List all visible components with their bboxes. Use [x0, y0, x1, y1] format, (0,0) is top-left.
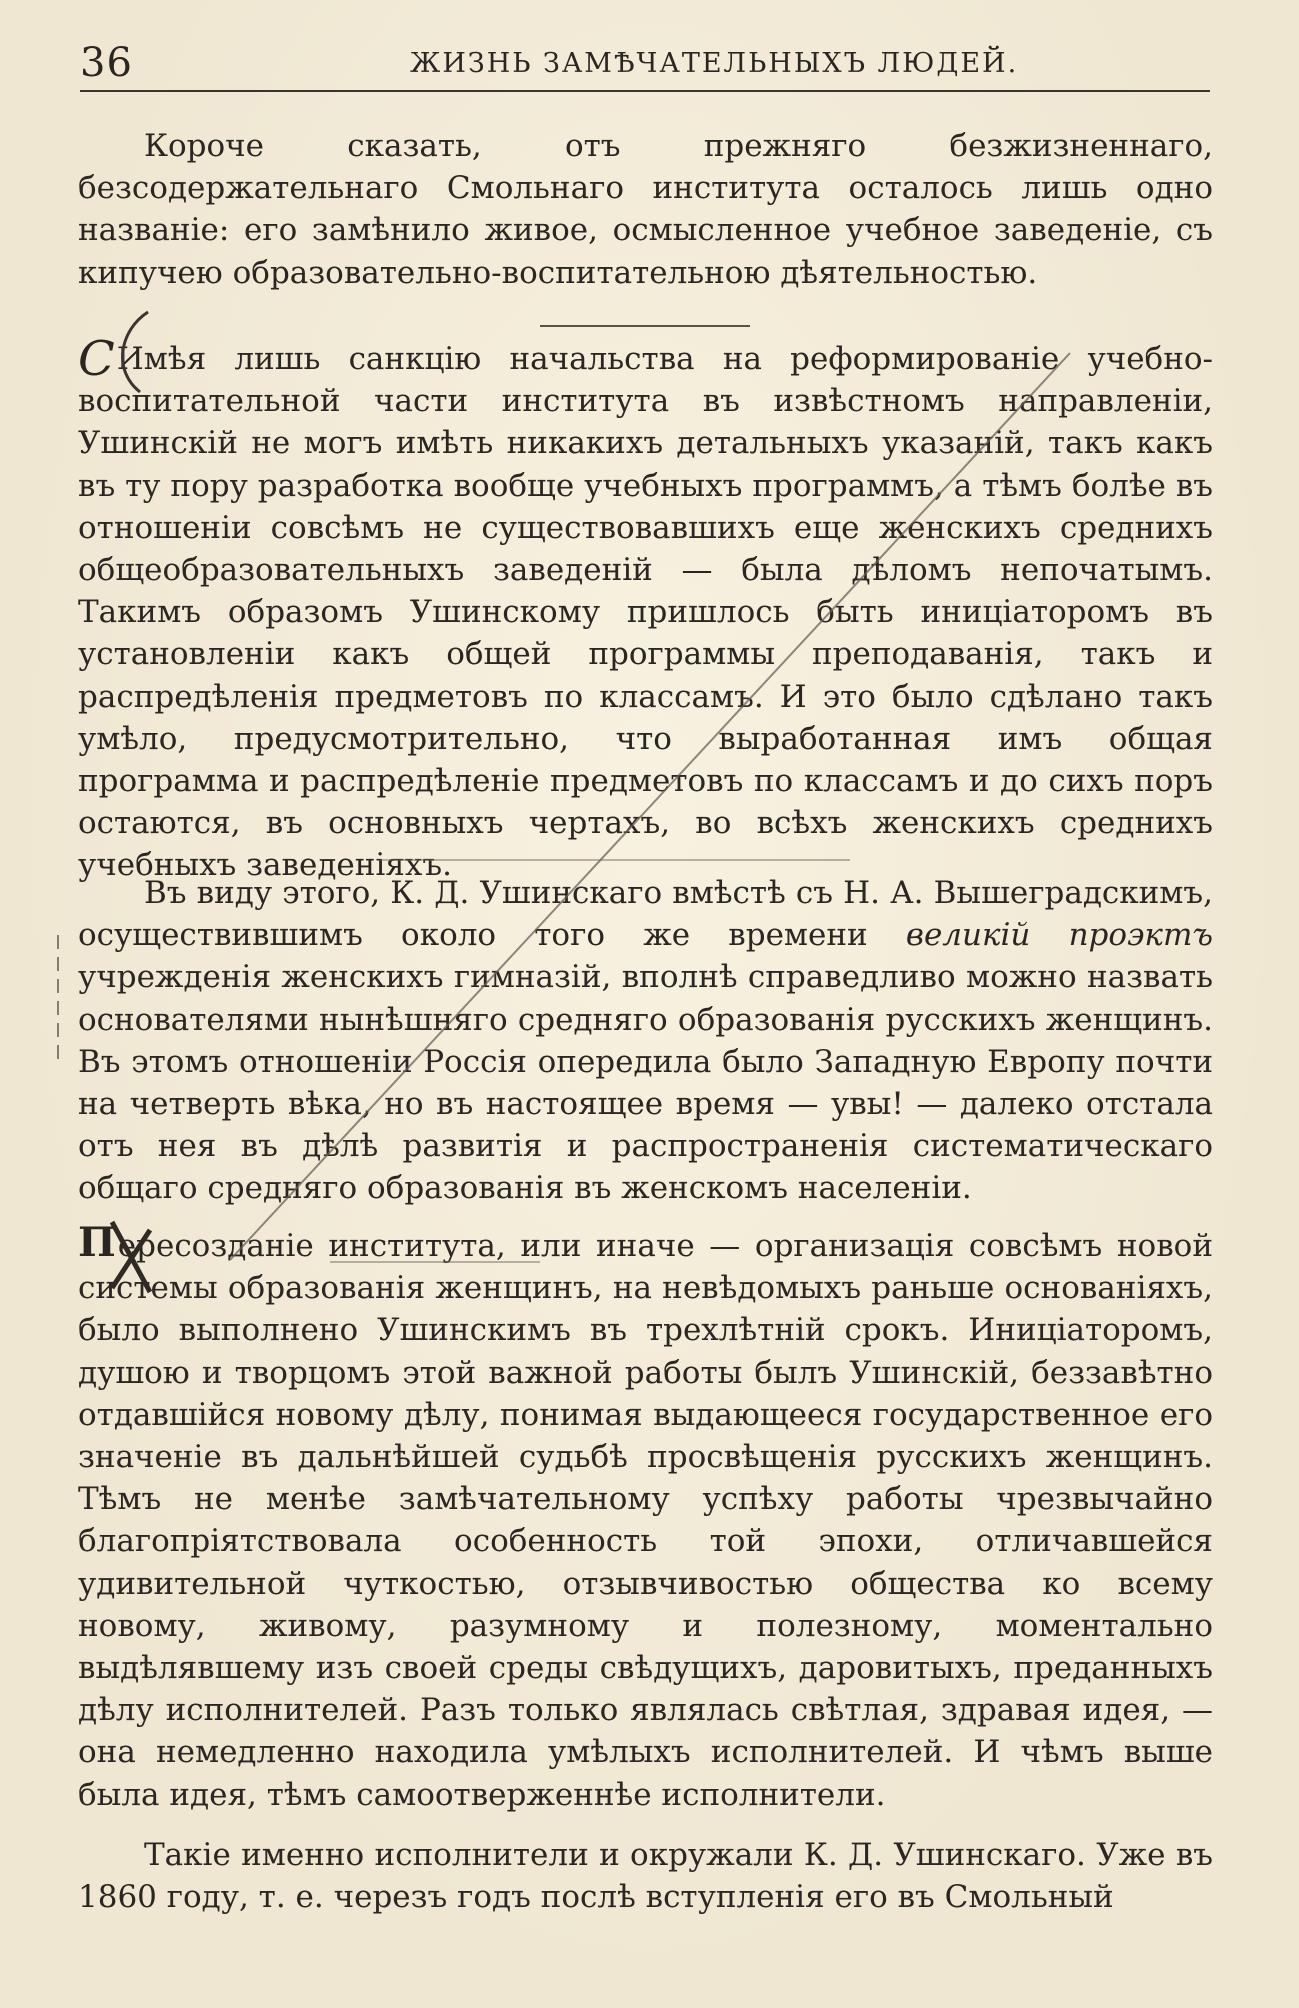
section-divider: [540, 325, 750, 327]
paragraph-3-text-before: Въ виду этого, К. Д. Ушинскаго вмѣстѣ съ Н. А. Вышеградскимъ, осуществившимъ около того же времени: [78, 875, 1213, 954]
page-number: 36: [80, 40, 133, 86]
paragraph-4-initial: П: [78, 1219, 116, 1266]
paragraph-5-text: Такіе именно исполнители и окружали К. Д. Ушинскаго. Уже въ 1860 году, т. е. черезъ годъ послѣ вступленія его въ Смольный: [78, 1837, 1213, 1916]
paragraph-2-initial: С: [78, 331, 115, 387]
paragraph-2: [78, 331, 1213, 887]
paragraph-2-text: Имѣя лишь санкцію начальства на реформированіе учебно-воспитательной части института въ извѣстномъ направленіи, Ушинскій не могъ имѣть никакихъ детальныхъ указаній, такъ какъ въ ту пору разработка вообще учебныхъ программъ, а тѣмъ болѣе въ отношеніи совсѣмъ не существовавшихъ еще женскихъ среднихъ общеобразовательныхъ заведеній — была дѣломъ непочатымъ. Такимъ образомъ Ушинскому пришлось быть иниціаторомъ въ установленіи какъ общей программы преподаванія, такъ и распредѣленія предметовъ по классамъ. И это было сдѣлано такъ умѣло, предусмотрительно, что выработанная имъ общая программа и распредѣленіе предметовъ по классамъ и до сихъ поръ остаются, въ основныхъ чертахъ, во всѣхъ женскихъ среднихъ учебныхъ заведеніяхъ.: [78, 341, 1213, 884]
paragraph-1: [78, 125, 1213, 294]
paragraph-4: [78, 1219, 1213, 1816]
page-header: [80, 40, 1210, 90]
paragraph-4-text: ересозданіе института, или иначе — организація совсѣмъ новой системы образованія женщинъ, на невѣдомыхъ раньше основаніяхъ, было выполнено Ушинскимъ въ трехлѣтній срокъ. Иниціаторомъ, душою и творцомъ этой важной работы былъ Ушинскій, беззавѣтно отдавшійся новому дѣлу, понимая выдающееся государственное его значеніе въ дальнѣйшей судьбѣ просвѣщенія русскихъ женщинъ. Тѣмъ не менѣе замѣчательному успѣху работы чрезвычайно благопріятствовала особенность той эпохи, отличавшейся удивительной чуткостью, отзывчивостью общества ко всему новому, живому, разумному и полезному, моментально выдѣлявшему изъ своей среды свѣдущихъ, даровитыхъ, преданныхъ дѣлу исполнителей. Разъ только являлась свѣтлая, здравая идея, — она немедленно находила умѣлыхъ исполнителей. И чѣмъ выше была идея, тѣмъ самоотверженнѣе исполнители.: [78, 1228, 1213, 1813]
running-title: ЖИЗНЬ ЗАМѢЧАТЕЛЬНЫХЪ ЛЮДЕЙ.: [410, 48, 1019, 79]
paragraph-5: [78, 1834, 1213, 1918]
paragraph-3-italic: великій проэктъ: [905, 917, 1213, 954]
paragraph-3-text-after: учрежденія женскихъ гимназій, вполнѣ справедливо можно назвать основателями нынѣшняго средняго образованія русскихъ женщинъ. Въ этомъ отношеніи Россія опередила было Западную Европу почти на четверть вѣка, но въ настоящее время — увы! — далеко отстала отъ нея въ дѣлѣ развитія и распространенія систематическаго общаго средняго образованія въ женскомъ населеніи.: [78, 959, 1213, 1207]
paragraph-3: [78, 872, 1213, 1210]
header-rule: [80, 90, 1210, 92]
paragraph-1-text: Короче сказать, отъ прежняго безжизненнаго, безсодержательнаго Смольнаго института осталось лишь одно названіе: его замѣнило живое, осмысленное учебное заведеніе, съ кипучею образовательно-воспитательною дѣятельностью.: [78, 128, 1213, 291]
